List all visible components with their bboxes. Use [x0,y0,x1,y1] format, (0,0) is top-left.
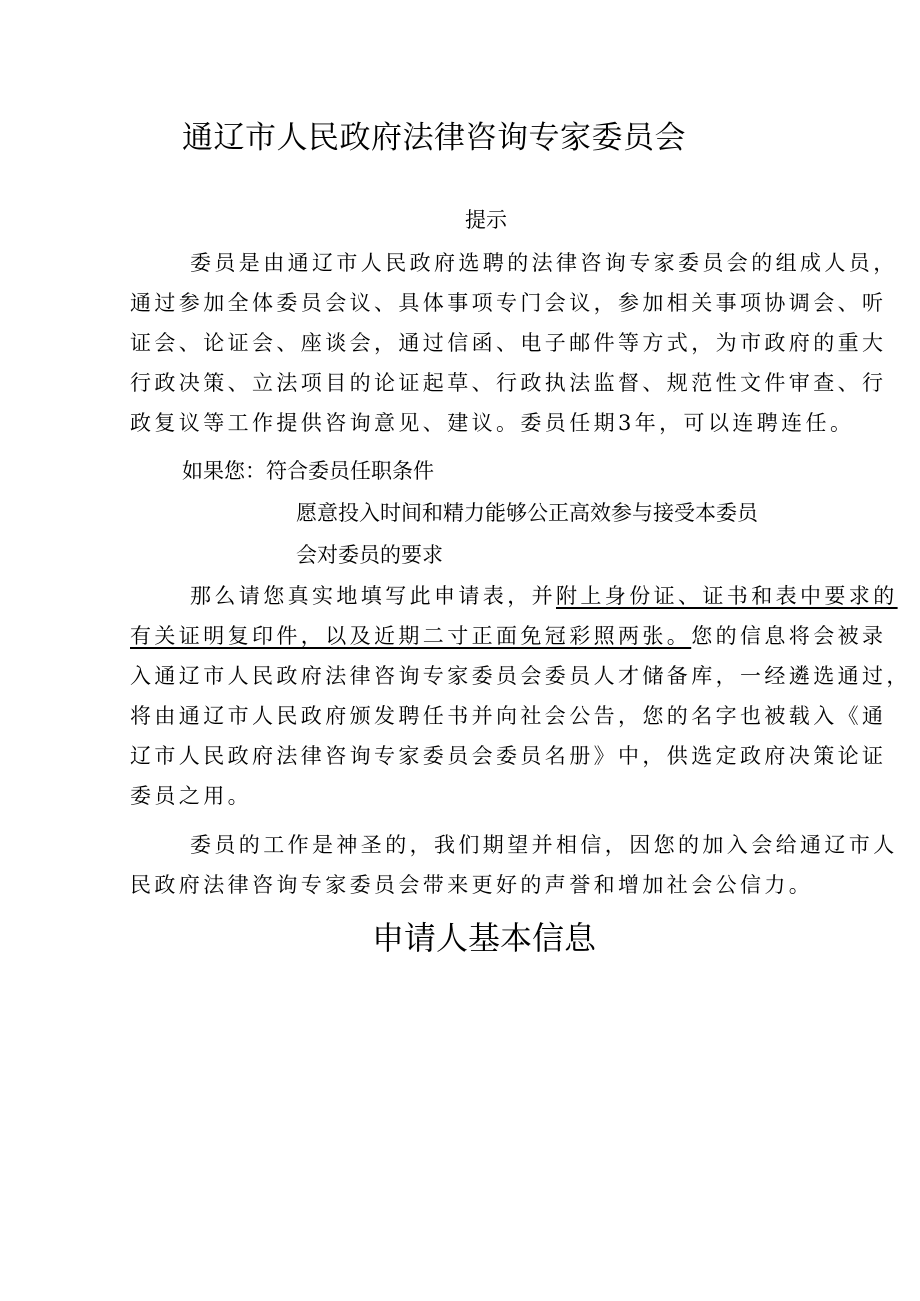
conditions-line: 会对委员的要求 [296,543,443,567]
closing-line: 委员的工作是神圣的，我们期望并相信，因您的加入会给通辽市人 [190,833,898,857]
hint-heading: 提示 [465,208,507,232]
intro-line: 委员是由通辽市人民政府选聘的法律咨询专家委员会的组成人员， [190,251,898,275]
closing-line: 民政府法律咨询专家委员会带来更好的声誉和增加社会公信力。 [130,873,814,897]
application-paragraph [130,576,911,816]
intro-line: 证会、论证会、座谈会，通过信函、电子邮件等方式，为市政府的重大 [130,331,887,355]
application-line [130,576,898,616]
document-title: 通辽市人民政府法律咨询专家委员会 [182,120,686,156]
application-line [130,616,887,656]
conditions-line: 愿意投入时间和精力能够公正高效参与接受本委员 [296,501,758,525]
conditions-lead: 如果您：符合委员任职条件 [182,459,434,483]
closing-paragraph [130,825,898,905]
intro-paragraph [130,243,898,443]
application-line: 委员之用。 [130,784,252,808]
application-line: 辽市人民政府法律咨询专家委员会委员名册》中，供选定政府决策论证 [130,744,887,768]
application-text: 那么请您真实地填写此申请表，并 [190,584,556,608]
intro-line: 通过参加全体委员会议、具体事项专门会议，参加相关事项协调会、听 [130,291,887,315]
attachment-requirement: 有关证明复印件，以及近期二寸正面免冠彩照两张。 [130,624,692,648]
application-line: 将由通辽市人民政府颁发聘任书并向社会公告，您的名字也被载入《通 [130,704,887,728]
application-text: 您的信息将会被录 [691,624,887,648]
intro-line: 行政决策、立法项目的论证起草、行政执法监督、规范性文件审查、行 [130,371,887,395]
intro-line: 政复议等工作提供咨询意见、建议。委员任期3年，可以连聘连任。 [130,411,855,435]
application-line: 入通辽市人民政府法律咨询专家委员会委员人才储备库，一经遴选通过， [130,664,911,688]
attachment-requirement: 附上身份证、证书和表中要求的 [556,584,898,608]
section-heading: 申请人基本信息 [372,919,597,957]
